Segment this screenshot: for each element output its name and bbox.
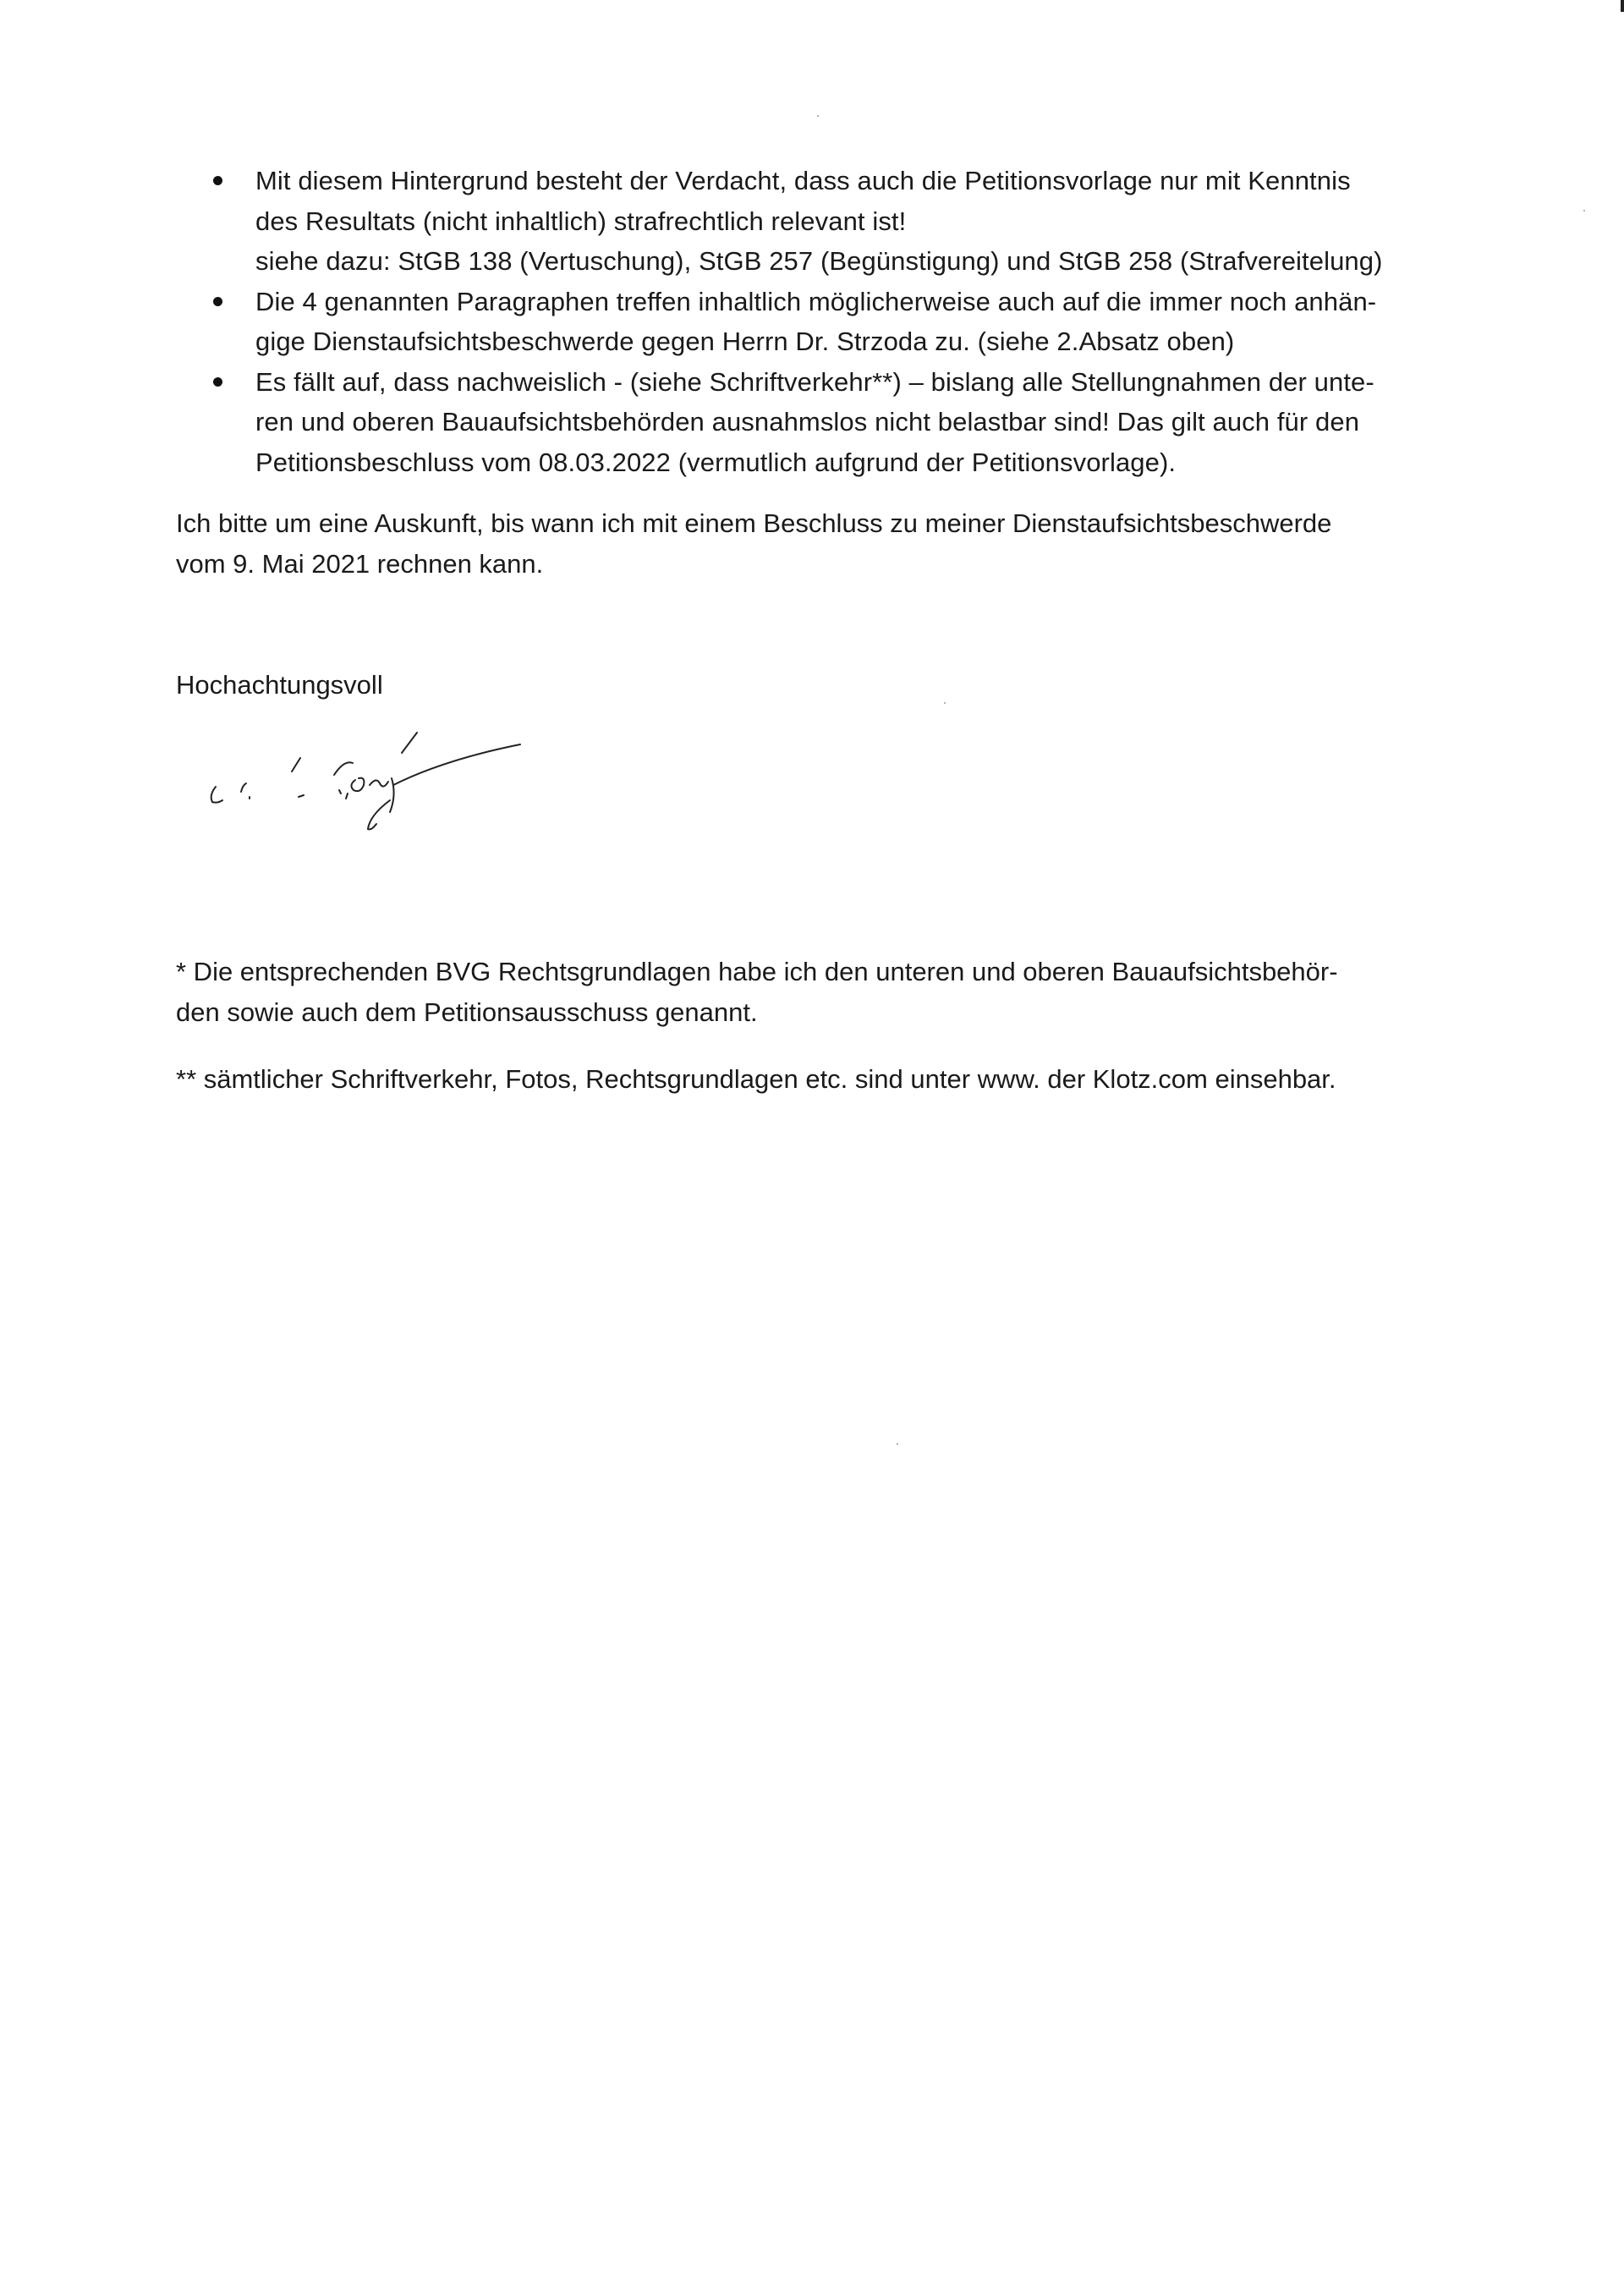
bullet-item-statements	[211, 362, 1438, 483]
request-line: Ich bitte um eine Auskunft, bis wann ich mit einem Beschluss zu meiner Dienstaufsichtsbeschwerde	[176, 508, 1332, 538]
bullet-line: Die 4 genannten Paragraphen treffen inhaltlich möglicherweise auch auf die immer noch anhän-	[255, 286, 1377, 316]
footnote-line: ** sämtlicher Schriftverkehr, Fotos, Rechtsgrundlagen etc. sind unter www. der Klotz.com einsehbar.	[176, 1064, 1336, 1094]
request-line: vom 9. Mai 2021 rechnen kann.	[176, 548, 544, 579]
bullet-line: Petitionsbeschluss vom 08.03.2022 (vermutlich aufgrund der Petitionsvorlage).	[255, 447, 1177, 477]
scan-speck	[817, 115, 819, 117]
bullet-dot-icon	[213, 297, 222, 306]
request-paragraph	[176, 503, 1331, 584]
bullet-line: des Resultats (nicht inhaltlich) strafrechtlich relevant ist!	[255, 206, 907, 236]
handwritten-signature	[190, 719, 546, 846]
bullet-dot-icon	[213, 176, 222, 185]
bullet-line: Es fällt auf, dass nachweislich - (siehe Schriftverkehr**) – bislang alle Stellungnahmen der unte-	[255, 366, 1374, 397]
bullet-list	[211, 161, 1438, 482]
footnote-line: * Die entsprechenden BVG Rechtsgrundlagen habe ich den unteren und oberen Bauaufsichtsbehör-	[176, 957, 1338, 986]
closing-salutation: Hochachtungsvoll	[176, 670, 383, 700]
bullet-line: Mit diesem Hintergrund besteht der Verdacht, dass auch die Petitionsvorlage nur mit Kenntnis	[255, 166, 1351, 195]
bullet-line: siehe dazu: StGB 138 (Vertuschung), StGB 257 (Begünstigung) und StGB 258 (Strafvereitelung)	[255, 246, 1383, 276]
scan-speck	[1583, 210, 1585, 211]
scan-speck	[944, 702, 946, 704]
bullet-item-paragraphs	[211, 282, 1438, 362]
footnote-correspondence	[176, 1059, 1336, 1100]
scan-speck	[897, 1443, 898, 1445]
bullet-line: gige Dienstaufsichtsbeschwerde gegen Herrn Dr. Strzoda zu. (siehe 2.Absatz oben)	[255, 327, 1235, 356]
scan-edge-mark	[1621, 0, 1624, 12]
footnote-line: den sowie auch dem Petitionsausschuss genannt.	[176, 997, 758, 1027]
footnote-bvg	[176, 952, 1338, 1032]
bullet-line: ren und oberen Bauaufsichtsbehörden ausnahmslos nicht belastbar sind! Das gilt auch für den	[255, 407, 1360, 437]
bullet-dot-icon	[213, 377, 222, 387]
bullet-item-suspicion	[211, 161, 1438, 282]
